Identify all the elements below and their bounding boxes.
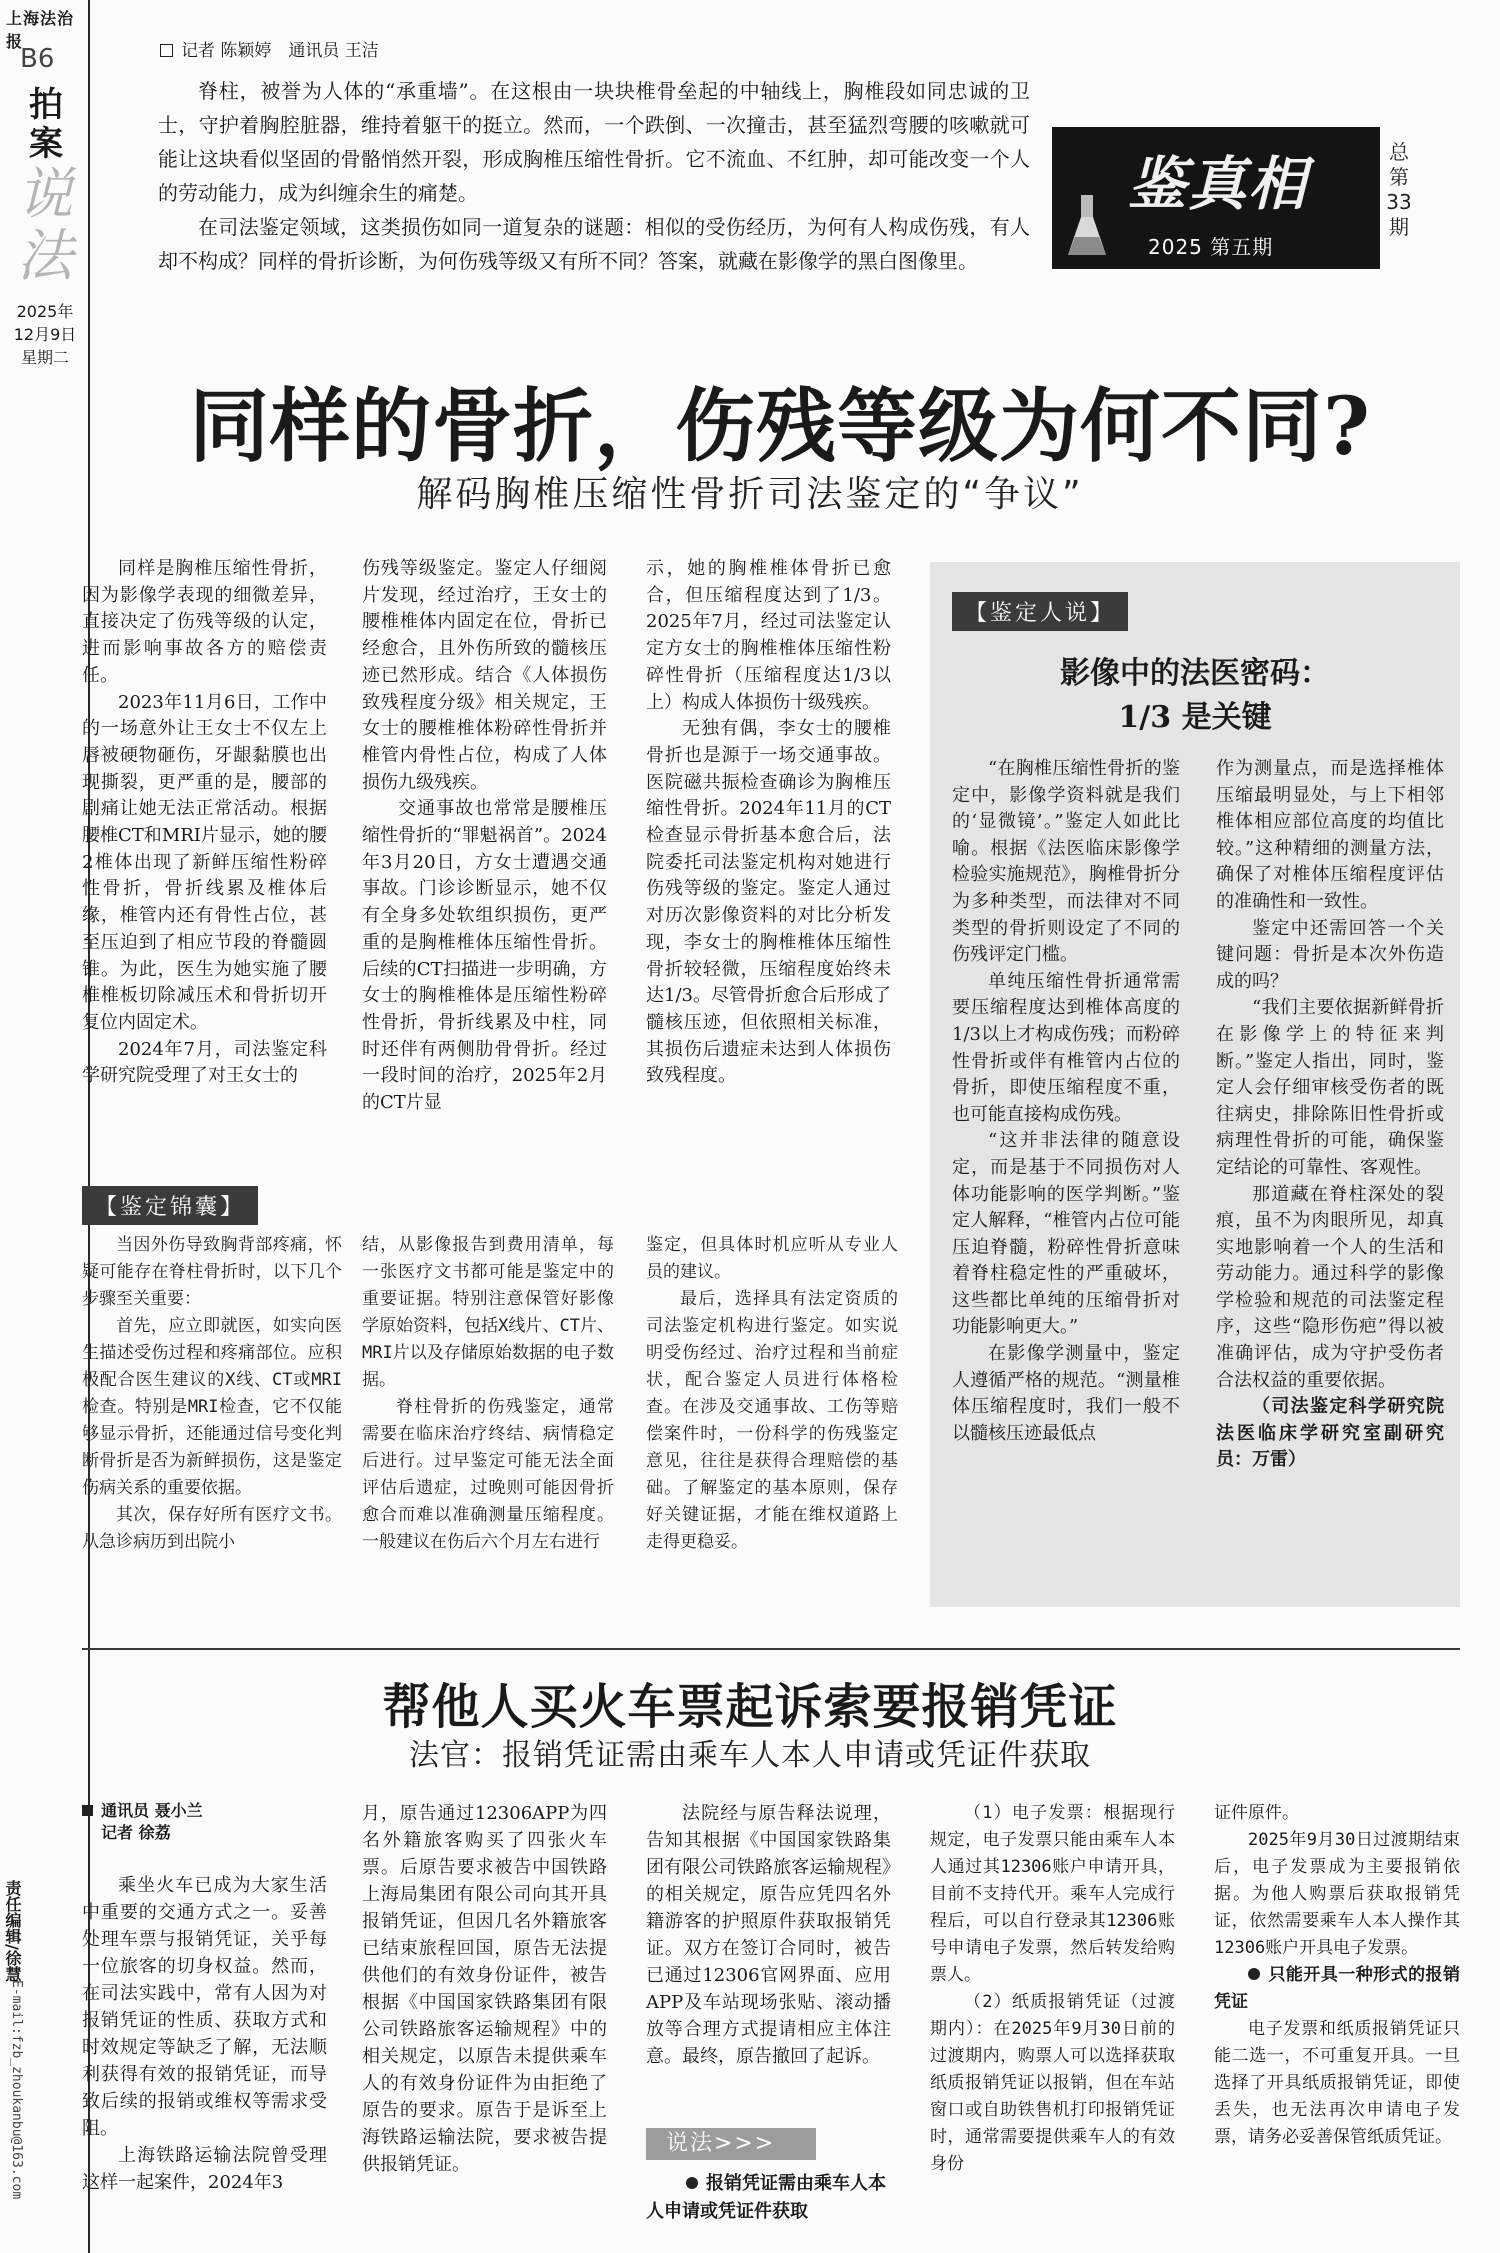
body-paragraph: 无独有偶，李女士的腰椎骨折也是源于一场交通事故。医院磁共振检查确诊为胸椎压缩性骨折。2024年11月的CT检查显示骨折基本愈合后，法院委托司法鉴定机构对她进行伤残等级的鉴定。鉴定人通过对历次影像资料的对比分析发现，李女士的胸椎椎体压缩性骨折较轻微，压缩程度始终未达1/3。尽管骨折愈合后形成了髓核压迹，但依照相关标准，其损伤后遗症未达到人体损伤致残程度。 [646,718,891,1087]
story1-subheadline: 解码胸椎压缩性骨折司法鉴定的“争议” [416,474,1084,515]
story2-column-4 [930,1800,1175,2178]
body-paragraph: 2024年7月，司法鉴定科学研究院受理了对王女士的 [82,1038,327,1087]
commentary-point: 只能开具一种形式的报销凭证 [1214,1965,1460,2012]
expert-paragraph: 单纯压缩性骨折通常需要压缩程度达到椎体高度的1/3以上才构成伤残；而粉碎性骨折或伴有椎管内占位的骨折，即使压缩程度不重，也可能直接构成伤残。 [952,970,1180,1125]
body-paragraph: 法院经与原告释法说理，告知其根据《中国国家铁路集团有限公司铁路旅客运输规程》的相关规定，原告应凭四名外籍游客的护照原件获取报销凭证。双方在签订合同时，被告已通过12306官网界面、应用APP及车站现场张贴、滚动播放等合理方式提请相应主体注意。最终，原告撤回了起诉。 [646,1803,891,2067]
flask-icon [1066,193,1108,259]
section-name-large: 说法 [17,162,73,289]
tips-paragraph: 首先，应立即就医，如实向医生描述受伤过程和疼痛部位。应积极配合医生建议的X线、CT或MRI检查。特别是MRI检查，它不仅能够显示骨折，还能通过信号变化判断骨折是否为新鲜损伤，这是鉴定伤病关系的重要依据。 [82,1316,342,1498]
expert-paragraph: “我们主要依据新鲜骨折在影像学上的特征来判断。”鉴定人指出，同时，鉴定人会仔细审核受伤者的既往病史，排除陈旧性骨折或病理性骨折的可能，确保鉴定结论的可靠性、客观性。 [1216,997,1444,1178]
story1-byline: 记者 陈颖婷 通讯员 王洁 [160,36,379,61]
date-month-day: 12月9日 [13,325,77,345]
tips-paragraph: 脊柱骨折的伤残鉴定，通常需要在临床治疗终结、病情稳定后进行。过早鉴定可能无法全面评估后遗症，过晚则可能因骨折愈合而难以准确测量压缩程度。一般建议在伤后六个月左右进行 [362,1397,614,1552]
story2-column-2 [362,1800,607,2178]
body-paragraph: 电子发票和纸质报销凭证只能二选一，不可重复开具。一旦选择了开具纸质报销凭证，即使丢失，也无法再次申请电子发票，请务必妥善保管纸质凭证。 [1214,2019,1460,2147]
story2-column-3 [646,1800,891,2070]
story2-byline: 通讯员 聂小兰 记者 徐荔 [82,1800,327,1844]
paper-name: 上海法治报 [6,9,75,51]
expert-paragraph: 那道藏在脊柱深处的裂痕，虽不为肉眼所见，却真实地影响着一个人的生活和劳动能力。通过科学的影像学检验和规范的司法鉴定程序，这些“隐形伤疤”得以被准确评估，成为守护受伤者合法权益的重要依据。 [1216,1183,1444,1391]
tips-paragraph: 最后，选择具有法定资质的司法鉴定机构进行鉴定。如实说明受伤经过、治疗过程和当前症状，配合鉴定人员进行体格检查。在涉及交通事故、工伤等赔偿案件时，一份科学的伤残鉴定意见，往往是获得合理赔偿的基础。了解鉴定的基本原则，保存好关键证据，才能在维权道路上走得更稳妥。 [646,1289,898,1552]
commentary-tag: 说法>>> [646,2128,816,2160]
section-name: 拍案 [29,85,63,165]
body-paragraph: 月，原告通过12306APP为四名外籍旅客购买了四张火车票。后原告要求被告中国铁路上海局集团有限公司向其开具报销凭证，但因几名外籍旅客已结束旅程回国，原告无法提供他们的有效身份证件，被告根据《中国国家铁路集团有限公司铁路旅客运输规程》中的相关规定，以原告未提供乘车人的有效身份证件为由拒绝了原告的要求。原告于是诉至上海铁路运输法院，要求被告提供报销凭证。 [362,1803,607,2175]
page-number: B6 [20,44,55,74]
tips-column-1 [82,1232,342,1556]
story2-column-5 [1214,1800,1460,2151]
expert-paragraph: 鉴定中还需回答一个关键问题：骨折是本次外伤造成的吗？ [1216,917,1444,992]
story2-subheadline: 法官：报销凭证需由乘车人本人申请或凭证件获取 [409,1738,1091,1773]
story1-column-2 [362,556,607,1117]
byline-square-icon [82,1805,93,1816]
story-divider [82,1648,1460,1650]
commentary-point: 报销凭证需由乘车人本人申请或凭证件获取 [646,2173,886,2222]
tips-paragraph: 其次，保存好所有医疗文书。从急诊病历到出院小 [82,1505,342,1552]
issue-date [10,300,80,370]
body-paragraph: 乘坐火车已成为大家生活中重要的交通方式之一。妥善处理车票与报销凭证，关乎每一位旅客的切身权益。然而，在司法实践中，常有人因为对报销凭证的性质、获取方式和时效规定等缺乏了解，无法顺利获得有效的报销凭证，而导致后续的报销或维权等需求受阻。 [82,1875,327,2139]
intro-paragraph: 在司法鉴定领域，这类损伤如同一道复杂的谜题：相似的受伤经历，为何有人构成伤残，有人却不构成？同样的骨折诊断，为何伤残等级又有所不同？答案，就藏在影像学的黑白图像里。 [158,215,1030,273]
expert-column-1 [952,756,1180,1447]
story2-headline: 帮他人买火车票起诉索要报销凭证 [382,1679,1118,1735]
expert-paragraph: 在影像学测量中，鉴定人遵循严格的规范。“测量椎体压缩程度时，我们一般不以髓核压迹最低点 [952,1343,1180,1444]
edition-number: 总 第 33 期 [1386,140,1412,239]
series-issue: 2025 第五期 [1148,235,1274,259]
expert-column-2 [1216,756,1444,1474]
expert-title: 影像中的法医密码： 1/3 是关键 [1060,656,1330,735]
bullet-dot-icon [1248,1968,1260,1980]
body-paragraph: 2025年9月30日过渡期结束后，电子发票成为主要报销依据。为他人购票后获取报销凭证，依然需要乘车人本人操作其12306账户开具电子发票。 [1214,1830,1460,1958]
series-brand: 鉴真相 [1128,150,1309,218]
body-paragraph: （2）纸质报销凭证（过渡期内）：在2025年9月30日前的过渡期内，购票人可以选择获取纸质报销凭证以报销，但在车站窗口或自助铁售机打印报销凭证时，通常需要提供乘车人的有效身份 [930,1992,1175,2174]
body-paragraph: 交通事故也常常是腰椎压缩性骨折的“罪魁祸首”。2024年3月20日，方女士遭遇交通事故。门诊诊断显示，她不仅有全身多处软组织损伤，更严重的是胸椎椎体压缩性骨折。后续的CT扫描进一步明确，方女士的胸椎椎体是压缩性粉碎性骨折，骨折线累及中柱，同时还伴有两侧肋骨骨折。经过一段时间的治疗，2025年2月的CT片显 [362,798,607,1114]
body-paragraph: 2023年11月6日，工作中的一场意外让王女士不仅左上唇被硬物砸伤，牙龈黏膜也出现撕裂，更严重的是，腰部的剧痛让她无法正常活动。根据腰椎CT和MRI片显示，她的腰2椎体出现了新鲜压缩性粉碎性骨折，骨折线累及椎体后缘，椎管内还有骨性占位，甚至压迫到了相应节段的脊髓圆锥。为此，医生为她实施了腰椎椎板切除减压术和骨折切开复位内固定术。 [82,691,327,1033]
body-paragraph: 同样是胸椎压缩性骨折，因为影像学表现的细微差异，直接决定了伤残等级的认定，进而影响事故各方的赔偿责任。 [82,558,327,686]
story1-headline: 同样的骨折，伤残等级为何不同? [189,379,1371,473]
expert-author: （司法鉴定科学研究院法医临床学研究室副研究员：万雷） [1216,1396,1444,1471]
expert-paragraph: “这并非法律的随意设定，而是基于不同损伤对人体功能影响的医学判断。”鉴定人解释，“椎管内占位可能压迫脊髓，粉碎性骨折意味着脊柱稳定性的严重破坏，这些都比单纯的压缩骨折对功能影响更大。” [952,1130,1180,1338]
editor-email: E-mail:fzb_zhoukanbu@163.com [9,1980,24,2200]
responsible-editor: 责任编辑/徐慧 [3,1880,22,1982]
story1-column-3 [646,556,891,1090]
byline-box-icon [160,44,173,57]
intro-paragraph: 脊柱，被誉为人体的“承重墙”。在这根由一块块椎骨垒起的中轴线上，胸椎段如同忠诚的卫士，守护着胸腔脏器，维持着躯干的挺立。然而，一个跌倒、一次撞击，甚至猛烈弯腰的咳嗽就可能让这块看似坚固的骨骼悄然开裂，形成胸椎压缩性骨折。它不流血、不红肿，却可能改变一个人的劳动能力，成为纠缠余生的痛楚。 [158,79,1030,205]
tips-paragraph: 当因外伤导致胸背部疼痛，怀疑可能存在脊柱骨折时，以下几个步骤至关重要： [82,1235,342,1309]
body-paragraph: 上海铁路运输法院曾受理这样一起案件，2024年3 [82,2145,327,2193]
body-paragraph: （1）电子发票：根据现行规定，电子发票只能由乘车人本人通过其12306账户申请开具，目前不支持代开。乘车人完成行程后，可以自行登录其12306账号申请电子发票，然后转发给购票人。 [930,1803,1175,1985]
bullet-dot-icon [686,2177,698,2189]
tips-paragraph: 结，从影像报告到费用清单，每一张医疗文书都可能是鉴定中的重要证据。特别注意保管好影像学原始资料，包括X线片、CT片、MRI片以及存储原始数据的电子数据。 [362,1235,614,1390]
story1-intro [158,74,1030,278]
story2-column-1 [82,1872,327,2196]
tips-paragraph: 鉴定，但具体时机应听从专业人员的建议。 [646,1235,898,1282]
tips-section-tag: 【鉴定锦囊】 [82,1186,258,1225]
series-badge [1052,127,1380,269]
date-year: 2025年 [16,302,74,321]
tips-column-2 [362,1232,614,1556]
story1-column-1 [82,556,327,1090]
expert-paragraph: 作为测量点，而是选择椎体压缩最明显处，与上下相邻椎体相应部位高度的均值比较。”这种精细的测量方法，确保了对椎体压缩程度评估的准确性和一致性。 [1216,758,1444,912]
body-paragraph: 示，她的胸椎椎体骨折已愈合，但压缩程度达到了1/3。2025年7月，经过司法鉴定认定方女士的胸椎椎体压缩性粉碎性骨折（压缩程度达1/3以上）构成人体损伤十级残疾。 [646,558,891,713]
tips-column-3 [646,1232,898,1556]
date-weekday: 星期二 [20,348,69,368]
body-paragraph: 伤残等级鉴定。鉴定人仔细阅片发现，经过治疗，王女士的腰椎椎体内固定在位，骨折已经愈合，且外伤所致的髓核压迹已然形成。结合《人体损伤致残程度分级》相关规定，王女士的腰椎椎体粉碎性骨折并椎管内骨性占位，构成了人体损伤九级残疾。 [362,558,607,793]
body-paragraph: 证件原件。 [1214,1803,1299,1823]
left-rail [0,0,90,2253]
expert-section-tag: 【鉴定人说】 [952,592,1128,631]
expert-paragraph: “在胸椎压缩性骨折的鉴定中，影像学资料就是我们的‘显微镜’。”鉴定人如此比喻。根据《法医临床影像学检验实施规范》，胸椎骨折分为多种类型，而法律对不同类型的骨折则设定了不同的伤残评定门槛。 [952,758,1180,966]
